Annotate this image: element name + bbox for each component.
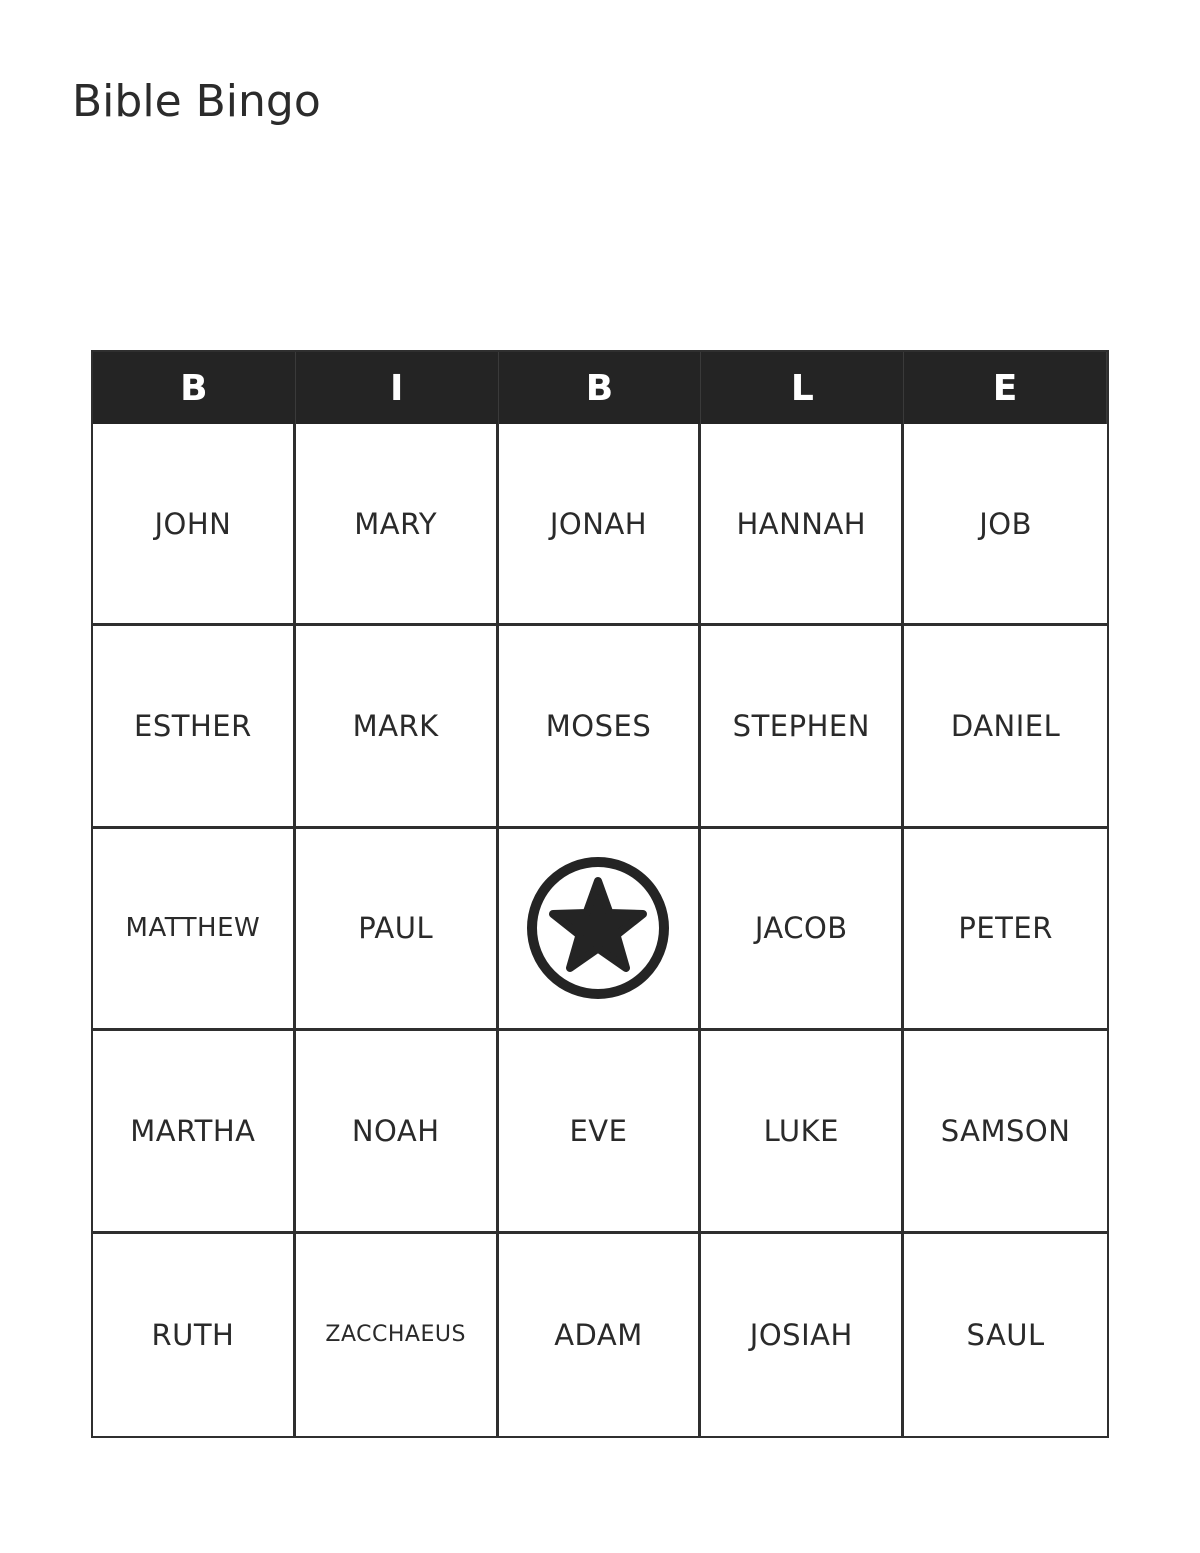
bingo-cell: RUTH (93, 1234, 296, 1436)
header-letter-b1: B (93, 352, 296, 424)
header-letter-e: E (904, 352, 1107, 424)
bingo-cell: NOAH (296, 1031, 499, 1233)
header-letter-b2: B (499, 352, 702, 424)
bingo-cell: ADAM (499, 1234, 702, 1436)
header-letter-i: I (296, 352, 499, 424)
star-in-circle-icon (523, 853, 673, 1003)
bingo-cell: MARY (296, 424, 499, 626)
bingo-cell: MATTHEW (93, 829, 296, 1031)
bingo-cell: SAUL (966, 1317, 1045, 1352)
header-letter-l: L (701, 352, 904, 424)
bingo-cell: JACOB (701, 829, 904, 1031)
bingo-cell: MARK (296, 626, 499, 828)
bingo-cell: JOSIAH (701, 1234, 904, 1436)
bingo-cell: SAMSON (904, 1031, 1107, 1233)
bingo-card (91, 350, 1109, 1438)
bingo-cell: PETER (904, 829, 1107, 1031)
bingo-cell: MARTHA (93, 1031, 296, 1233)
bingo-cell: LUKE (701, 1031, 904, 1233)
bingo-cell: PAUL (296, 829, 499, 1031)
bingo-cell: JONAH (499, 424, 702, 626)
free-space-cell (499, 829, 702, 1031)
bingo-cell: JOB (904, 424, 1107, 626)
bingo-cell: MOSES (499, 626, 702, 828)
bingo-cell: DANIEL (904, 626, 1107, 828)
bingo-cell: EVE (499, 1031, 702, 1233)
page-title: Bible Bingo (72, 76, 321, 127)
bingo-cell: ESTHER (93, 626, 296, 828)
bingo-cell: JOHN (93, 424, 296, 626)
bingo-cell: HANNAH (701, 424, 904, 626)
bingo-cell: STEPHEN (701, 626, 904, 828)
bingo-cell: ZACCHAEUS (296, 1234, 499, 1436)
